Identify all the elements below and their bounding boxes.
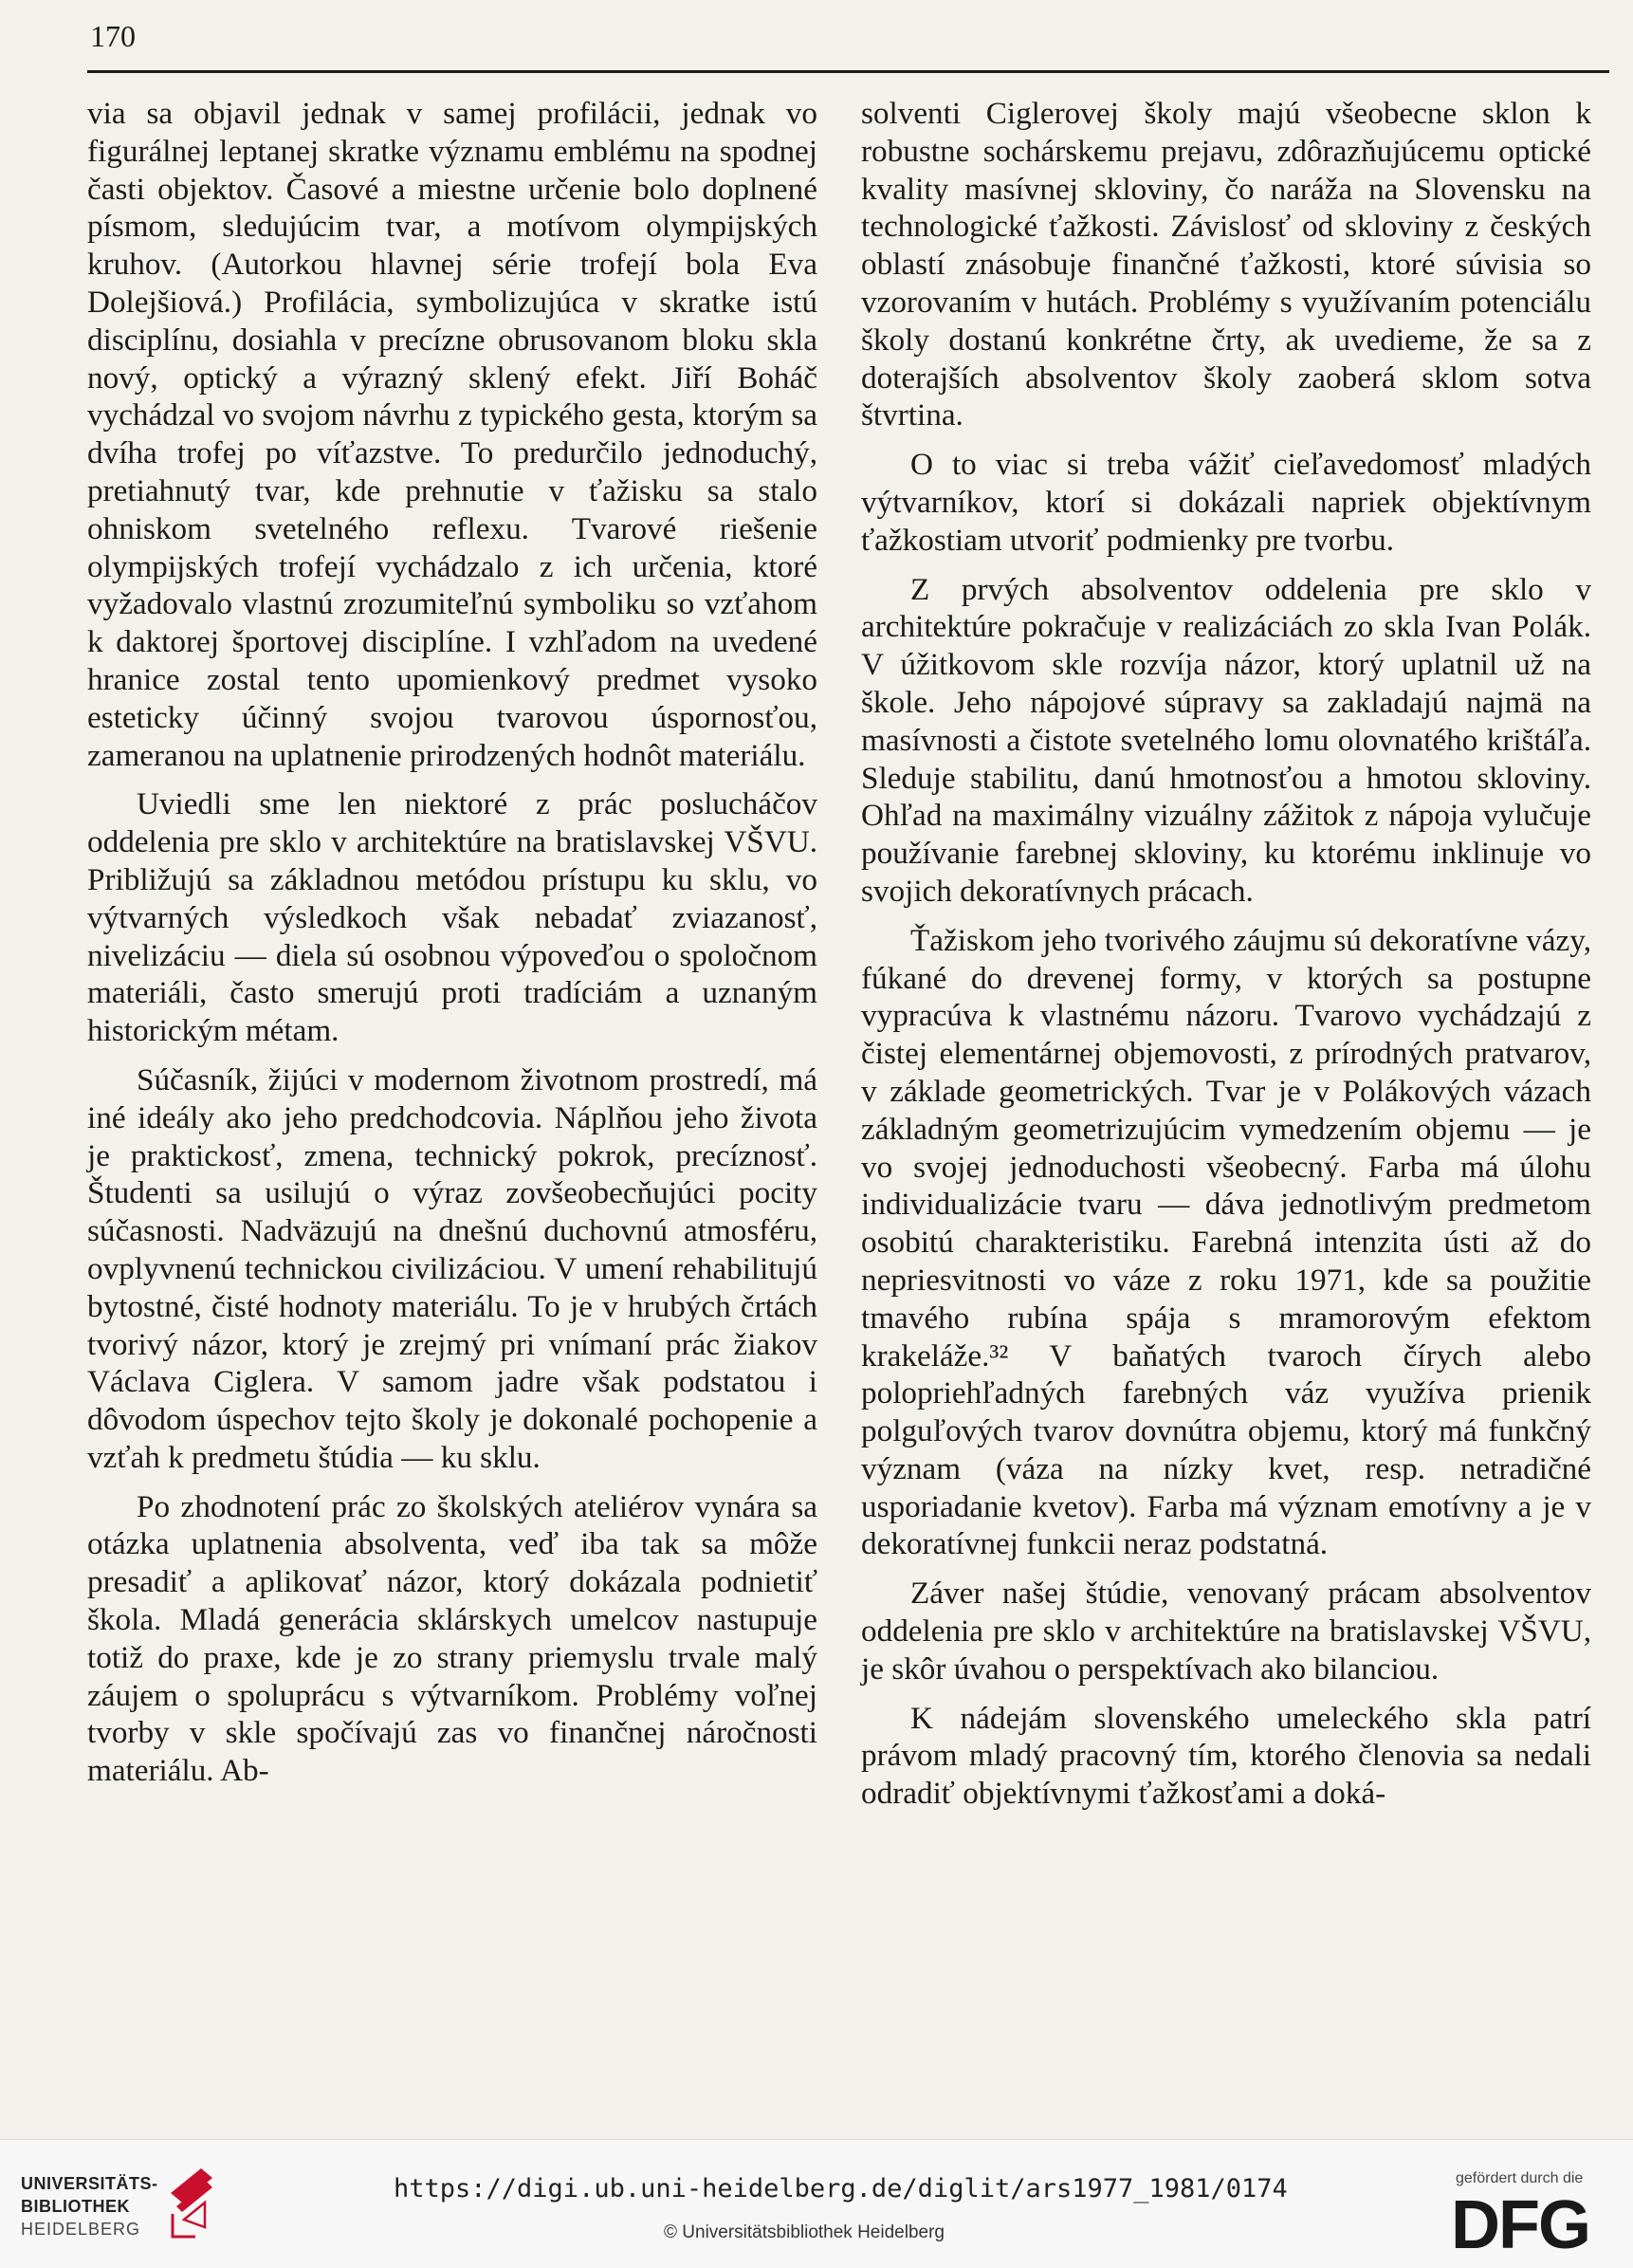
library-emblem-icon bbox=[163, 2165, 220, 2240]
paragraph: O to viac si treba vážiť cieľavedomosť mladých výtvarníkov, ktorí si dokázali napriek objektívnym ťažkostiam utvoriť podmienky pre tvorbu. bbox=[861, 447, 1591, 558]
paragraph: via sa objavil jednak v samej profilácii, jednak vo figurálnej leptanej skratke významu emblému na spodnej časti objektov. Časové a miestne určenie bolo doplnené písmom, sledujúcim tvar, a motívom olympijských kruhov. (Autorkou hlavnej série trofejí bola Eva Dolejšiová.) Profilácia, symbolizujúca v skratke istú disciplínu, dosiahla v precízne obrusovanom bloku skla nový, optický a výrazný sklený efekt. Jiří Boháč vychádzal vo svojom návrhu z typického gesta, ktorým sa dvíha trofej po víťazstve. To predurčilo jednoduchý, pretiahnutý tvar, kde prehnutie v ťažisku sa stalo ohniskom svetelného reflexu. Tvarové riešenie olympijských trofejí vychádzalo z ich určenia, ktoré vyžadovalo vlastnú zrozumiteľnú symboliku so vzťahom k daktorej športovej disciplíne. I vzhľadom na uvedené hranice zostal tento upomienkový predmet vysoko esteticky účinný svojou tvarovou úspornosťou, zameranou na uplatnenie prirodzených hodnôt materiálu. bbox=[87, 96, 817, 773]
text-column-left bbox=[87, 95, 817, 1790]
library-logo[interactable] bbox=[21, 2172, 158, 2240]
page-number: 170 bbox=[90, 19, 136, 53]
footer-divider bbox=[0, 2139, 1633, 2140]
paragraph: Ťažiskom jeho tvorivého záujmu sú dekoratívne vázy, fúkané do drevenej formy, v ktorých sa postupne vypracúva k vlastnému názoru. Tvarovo vychádzajú z čistej elementárnej objemovosti, z prírodných pratvarov, v základe geometrických. Tvar je v Polákových vázach základným geometrizujúcim vymedzením objemu — je vo svojej jednoduchosti všeobecný. Farba má úlohu individualizácie tvaru — dáva jednotlivým predmetom osobitú charakteristiku. Farebná intenzita ústi až do nepriesvitnosti vo váze z roku 1971, kde sa použitie tmavého rubína spája s mramorovým efektom krakeláže.³² V baňatých tvaroch čírych alebo polopriehľadných farebných váz využíva prienik polguľových tvarov dovnútra objemu, ktorý má funkčný význam (váza na nízky kvet, resp. netradičné usporiadanie kvetov). Farba má význam emotívny a je v dekoratívnej funkcii neraz podstatná. bbox=[861, 922, 1591, 1562]
text-column-right bbox=[861, 95, 1591, 1813]
library-name-line3: HEIDELBERG bbox=[21, 2220, 141, 2239]
library-name-line1: UNIVERSITÄTS- bbox=[21, 2174, 158, 2193]
paragraph: Súčasník, žijúci v modernom životnom prostredí, má iné ideály ako jeho predchodcovia. Náplňou jeho života je praktickosť, zmena, technický pokrok, precíznosť. Študenti sa usilujú o výraz zovšeobecňujúci pocity súčasnosti. Nadväzujú na dnešnú duchovnú atmosféru, ovplyvnenú technickou civilizáciou. V umení rehabilitujú bytostné, čisté hodnoty materiálu. To je v hrubých črtách tvorivý názor, ktorý je zrejmý pri vnímaní prác žiakov Václava Ciglera. V samom jadre však podstatou i dôvodom úspechov tejto školy je dokonalé pochopenie a vzťah k predmetu štúdia — ku sklu. bbox=[87, 1061, 817, 1475]
library-name-line2: BIBLIOTHEK bbox=[21, 2197, 130, 2216]
dfg-logo[interactable] bbox=[1449, 2189, 1610, 2256]
paragraph: solventi Ciglerovej školy majú všeobecne sklon k robustne sochárskemu prejavu, zdôrazňujúcemu optické kvality masívnej skloviny, čo naráža na Slovensku na technologické ťažkosti. Závislosť od skloviny z českých oblastí znásobuje finančné ťažkosti, ktoré súvisia so vzorovaním v hutách. Problémy s využívaním potenciálu školy dostanú konkrétne črty, ak uvedieme, že sa z doterajších absolventov školy zaoberá sklom sotva štvrtina. bbox=[861, 96, 1591, 433]
paragraph: K nádejám slovenského umeleckého skla patrí právom mladý pracovný tím, ktorého členovia sa nedali odradiť objektívnymi ťažkosťami a doká- bbox=[861, 1700, 1591, 1812]
header-rule bbox=[87, 70, 1609, 73]
paragraph: Uviedli sme len niektoré z prác poslucháčov oddelenia pre sklo v architektúre na bratislavskej VŠVU. Približujú sa základnou metódou prístupu ku sklu, vo výtvarných výsledkoch však nebadať zviazanosť, nivelizáciu — diela sú osobnou výpoveďou o spoločnom materiáli, často smerujú proti tradíciám a uznaným historickým métam. bbox=[87, 786, 817, 1049]
paragraph: Po zhodnotení prác zo školských ateliérov vynára sa otázka uplatnenia absolventa, veď iba tak sa môže presadiť a aplikovať názor, ktorý dokázala podnietiť škola. Mladá generácia sklárskych umelcov nastupuje totiž do praxe, kde je zo strany priemyslu trvale malý záujem o spoluprácu s výtvarníkom. Problémy voľnej tvorby v skle spočívajú zas vo finančnej náročnosti materiálu. Ab- bbox=[87, 1488, 817, 1789]
paragraph: Záver našej štúdie, venovaný prácam absolventov oddelenia pre sklo v architektúre na bratislavskej VŠVU, je skôr úvahou o perspektívach ako bilanciou. bbox=[861, 1576, 1591, 1687]
viewer-footer bbox=[0, 2139, 1633, 2268]
dfg-logo-text: DFG bbox=[1451, 2189, 1589, 2256]
copyright-notice: © Universitätsbibliothek Heidelberg bbox=[664, 2222, 945, 2242]
funding-caption: gefördert durch die bbox=[1456, 2170, 1584, 2186]
paragraph: Z prvých absolventov oddelenia pre sklo v architektúre pokračuje v realizáciách zo skla Ivan Polák. V úžitkovom skle rozvíja názor, ktorý uplatnil už na škole. Jeho nápojové súpravy sa zakladajú najmä na masívnosti a čistote svetelného lomu olovnatého krištáľa. Sleduje stabilitu, danú hmotnosťou a hmotou skloviny. Ohľad na maximálny vizuálny zážitok z nápoja vylučuje používanie farebnej skloviny, ku ktorému inklinuje vo svojich dekoratívnych prácach. bbox=[861, 571, 1591, 909]
permalink-url[interactable]: https://digi.ub.uni-heidelberg.de/diglit/ars1977_1981/0174 bbox=[394, 2174, 1288, 2203]
